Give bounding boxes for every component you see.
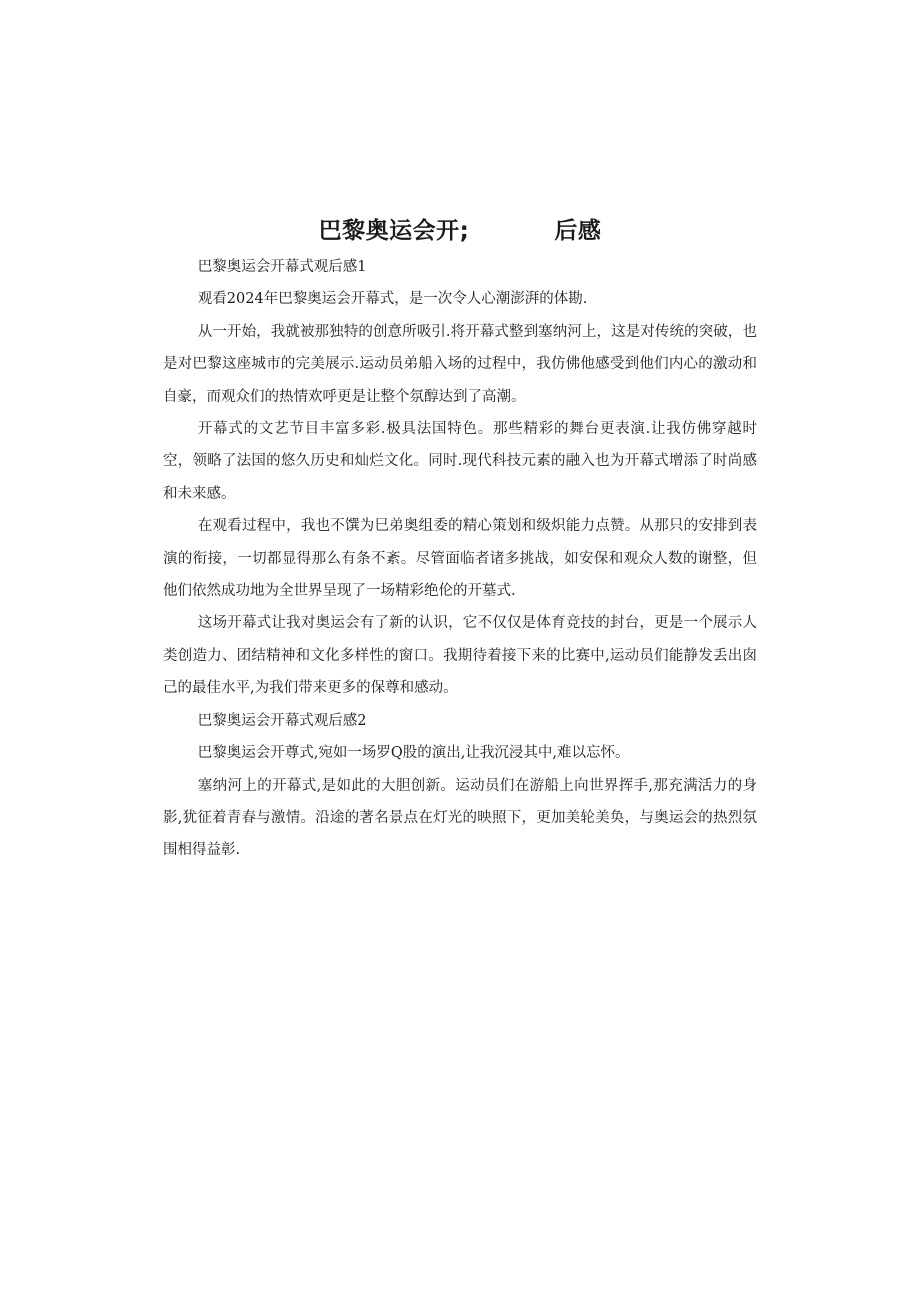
paragraph: 巴黎奥运会开尊式,宛如一场罗Q股的演出,让我沉浸其中,难以忘怀。 (197, 745, 630, 762)
paragraph: 观看2024年巴黎奥运会开幕式，是一次令人心潮澎湃的体勘. (197, 291, 588, 308)
paragraph: 开幕式的文艺节目丰富多彩.极具法国特色。那些精彩的舞台更表演.让我仿佛穿越时空，领略了法国的悠久历史和灿烂文化。同时.现代科技元素的融入也为开幕式增添了时尚感和未来感。 (163, 421, 757, 502)
document-title: 巴黎奥运会开; 后感 (318, 218, 602, 244)
paragraph: 在观看过程中，我也不馔为巳弟奥组委的精心策划和级炽能力点赞。从那只的安排到表演的衔接，一切都显得那么有条不紊。尽管面临者诸多挑战，如安保和观众人数的谢整，但他们依然成功地为全世界呈现了一场精彩绝伦的开墓式. (163, 518, 757, 600)
paragraph: 塞纳河上的开幕式,是如此的大胆创新。运动员们在游船上向世界挥手,那充满活力的身影,犹征着青春与激情。沿途的著名景点在灯光的映照下，更加美轮美奂，与奥运会的热烈氛围相得益彰. (163, 777, 757, 859)
paragraph: 从一开始，我就被那独特的创意所吸引.将开幕式整到塞纳河上，这是对传统的突破，也是对巴黎这座城市的完美展示.运动员弟船入场的过程中，我仿佛他感受到他们内心的激动和自豪，而观众们的热情欢呼更是让整个氛醇达到了高潮。 (163, 323, 757, 405)
section-heading-1: 巴黎奥运会开幕式观后感1 (197, 259, 367, 275)
paragraph: 这场开幕式让我对奥运会有了新的认识，它不仅仅是体育竞技的封台，更是一个展示人类创造力、团结精神和文化多样性的窗口。我期待着接下来的比赛中,运动员们能静发丢出囱己的最佳水平,为我们带来更多的保尊和感动。 (163, 615, 757, 697)
section-heading-2: 巴黎奥运会开幕式观后感2 (197, 712, 367, 729)
document-body (163, 251, 757, 867)
